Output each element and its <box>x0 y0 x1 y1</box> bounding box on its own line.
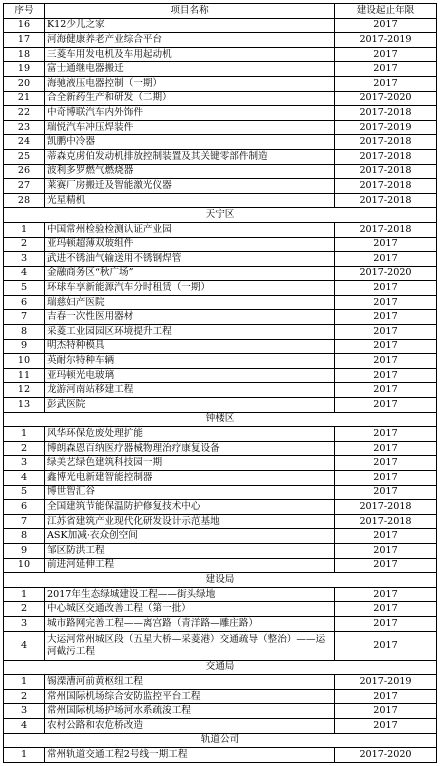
cell-year: 2017-2018 <box>335 135 437 150</box>
cell-year: 2017 <box>335 616 437 631</box>
section-title: 建设局 <box>4 573 437 588</box>
cell-name: 博世智汇谷 <box>45 485 335 500</box>
cell-seq: 6 <box>4 500 45 515</box>
cell-name: 中国常州检验检测认证产业园 <box>45 222 335 237</box>
section-row <box>4 208 437 223</box>
cell-year: 2017 <box>335 368 437 383</box>
cell-year: 2017-2019 <box>335 120 437 135</box>
cell-seq: 8 <box>4 529 45 544</box>
table-row <box>4 354 437 369</box>
cell-seq: 3 <box>4 616 45 631</box>
table-row <box>4 558 437 573</box>
cell-name: 环球车享新能源汽车分时租赁（一期） <box>45 281 335 296</box>
table-row <box>4 616 437 631</box>
table-row <box>4 500 437 515</box>
cell-year: 2017-2019 <box>335 675 437 690</box>
cell-seq: 28 <box>4 193 45 208</box>
cell-name: 瑞悦汽车冲压焊装件 <box>45 120 335 135</box>
cell-name: 武进不锈油气输送用不锈钢焊管 <box>45 252 335 267</box>
cell-seq: 2 <box>4 441 45 456</box>
table-row <box>4 339 437 354</box>
cell-name: 中奇博联汽车内外饰件 <box>45 106 335 121</box>
cell-seq: 5 <box>4 281 45 296</box>
cell-seq: 1 <box>4 222 45 237</box>
cell-year: 2017-2020 <box>335 748 437 763</box>
table-body <box>4 18 437 762</box>
project-table <box>3 3 437 763</box>
cell-name: 光星精机 <box>45 193 335 208</box>
table-row <box>4 529 437 544</box>
cell-year: 2017 <box>335 310 437 325</box>
cell-year: 2017 <box>335 543 437 558</box>
table-row <box>4 325 437 340</box>
cell-seq: 1 <box>4 587 45 602</box>
table-row <box>4 383 437 398</box>
table-row <box>4 427 437 442</box>
cell-name: 明杰特种模具 <box>45 339 335 354</box>
cell-seq: 4 <box>4 718 45 733</box>
cell-year: 2017 <box>335 718 437 733</box>
table-row <box>4 91 437 106</box>
cell-year: 2017 <box>335 354 437 369</box>
cell-name: 凯鹏中冷器 <box>45 135 335 150</box>
cell-name: 江苏省建筑产业现代化研发设计示范基地 <box>45 514 335 529</box>
table-row <box>4 18 437 33</box>
cell-seq: 1 <box>4 748 45 763</box>
cell-year: 2017 <box>335 602 437 617</box>
cell-year: 2017 <box>335 689 437 704</box>
cell-name: 邹区防洪工程 <box>45 543 335 558</box>
table-row <box>4 485 437 500</box>
cell-seq: 21 <box>4 91 45 106</box>
cell-year: 2017 <box>335 441 437 456</box>
cell-year: 2017 <box>335 558 437 573</box>
cell-seq: 2 <box>4 602 45 617</box>
cell-year: 2017-2018 <box>335 164 437 179</box>
table-row <box>4 135 437 150</box>
cell-name: 锡溧漕河前黄枢纽工程 <box>45 675 335 690</box>
table-row <box>4 149 437 164</box>
cell-name: ASK加减·衣众创空间 <box>45 529 335 544</box>
table-row <box>4 456 437 471</box>
cell-seq: 12 <box>4 383 45 398</box>
table-row <box>4 398 437 413</box>
cell-name: 河海健康养老产业综合平台 <box>45 33 335 48</box>
cell-year: 2017 <box>335 587 437 602</box>
cell-name: 鑫博光电新建智能控制器 <box>45 471 335 486</box>
cell-name: 瑞慈妇产医院 <box>45 295 335 310</box>
cell-seq: 8 <box>4 325 45 340</box>
table-row <box>4 222 437 237</box>
table-row <box>4 718 437 733</box>
table-row <box>4 514 437 529</box>
cell-seq: 22 <box>4 106 45 121</box>
cell-seq: 26 <box>4 164 45 179</box>
cell-seq: 3 <box>4 704 45 719</box>
cell-year: 2017 <box>335 252 437 267</box>
section-row <box>4 412 437 427</box>
cell-name: 农村公路和农危桥改造 <box>45 718 335 733</box>
cell-year: 2017 <box>335 631 437 660</box>
cell-seq: 11 <box>4 368 45 383</box>
cell-name: 常州轨道交通工程2号线一期工程 <box>45 748 335 763</box>
cell-seq: 10 <box>4 354 45 369</box>
cell-seq: 5 <box>4 485 45 500</box>
cell-name: 中心城区交通改善工程（第一批） <box>45 602 335 617</box>
cell-name: 常州国际机场综合安防监控平台工程 <box>45 689 335 704</box>
cell-seq: 19 <box>4 62 45 77</box>
cell-year: 2017-2018 <box>335 106 437 121</box>
table-row <box>4 543 437 558</box>
cell-year: 2017 <box>335 529 437 544</box>
cell-name: K12少儿之家 <box>45 18 335 33</box>
table-row <box>4 689 437 704</box>
cell-name: 富士通继电器搬迁 <box>45 62 335 77</box>
cell-year: 2017 <box>335 485 437 500</box>
table-row <box>4 704 437 719</box>
cell-seq: 7 <box>4 514 45 529</box>
cell-year: 2017 <box>335 383 437 398</box>
cell-seq: 2 <box>4 689 45 704</box>
cell-name: 三菱车用发电机及车用起动机 <box>45 47 335 62</box>
cell-year: 2017 <box>335 325 437 340</box>
table-row <box>4 602 437 617</box>
table-row <box>4 587 437 602</box>
cell-name: 彭武医院 <box>45 398 335 413</box>
table-row <box>4 631 437 660</box>
section-title: 交通局 <box>4 660 437 675</box>
cell-name: 亚玛顿超薄双玻组件 <box>45 237 335 252</box>
cell-name: 莱赛厂房搬迁及智能激光仪器 <box>45 179 335 194</box>
cell-seq: 18 <box>4 47 45 62</box>
cell-seq: 3 <box>4 252 45 267</box>
cell-year: 2017-2019 <box>335 33 437 48</box>
cell-year: 2017 <box>335 456 437 471</box>
cell-name: 蒂森克虏伯发动机排放控制装置及其关键零部件制造 <box>45 149 335 164</box>
cell-seq: 4 <box>4 631 45 660</box>
table-row <box>4 237 437 252</box>
header-row <box>4 4 437 19</box>
cell-seq: 3 <box>4 456 45 471</box>
cell-year: 2017-2018 <box>335 149 437 164</box>
cell-seq: 25 <box>4 149 45 164</box>
cell-name: 常州国际机场护场河水系疏浚工程 <box>45 704 335 719</box>
section-row <box>4 660 437 675</box>
table-row <box>4 281 437 296</box>
cell-seq: 23 <box>4 120 45 135</box>
cell-year: 2017-2018 <box>335 514 437 529</box>
header-seq: 序号 <box>4 4 45 19</box>
table-row <box>4 748 437 763</box>
cell-name: 海驰液压电器控制（一期） <box>45 76 335 91</box>
cell-name: 前进河延伸工程 <box>45 558 335 573</box>
cell-year: 2017-2018 <box>335 193 437 208</box>
table-row <box>4 193 437 208</box>
table-row <box>4 675 437 690</box>
cell-seq: 9 <box>4 339 45 354</box>
cell-name: 全国建筑节能保温防护修复技术中心 <box>45 500 335 515</box>
cell-year: 2017 <box>335 18 437 33</box>
cell-name: 亚玛顿光电玻璃 <box>45 368 335 383</box>
cell-seq: 1 <box>4 427 45 442</box>
cell-year: 2017 <box>335 471 437 486</box>
cell-year: 2017 <box>335 237 437 252</box>
table-row <box>4 295 437 310</box>
cell-seq: 16 <box>4 18 45 33</box>
section-row <box>4 573 437 588</box>
table-row <box>4 47 437 62</box>
table-row <box>4 252 437 267</box>
cell-year: 2017 <box>335 398 437 413</box>
cell-name: 英耐尔特种车辆 <box>45 354 335 369</box>
cell-year: 2017 <box>335 339 437 354</box>
cell-seq: 24 <box>4 135 45 150</box>
cell-name: 城市路网完善工程——离宫路（青洋路—雕庄路） <box>45 616 335 631</box>
cell-seq: 27 <box>4 179 45 194</box>
cell-name: 采菱工业园园区环境提升工程 <box>45 325 335 340</box>
cell-year: 2017-2018 <box>335 222 437 237</box>
cell-name: 龙游河南站移建工程 <box>45 383 335 398</box>
cell-year: 2017-2020 <box>335 91 437 106</box>
cell-seq: 4 <box>4 266 45 281</box>
section-row <box>4 733 437 748</box>
cell-year: 2017 <box>335 295 437 310</box>
project-table-container <box>3 3 436 763</box>
cell-seq: 20 <box>4 76 45 91</box>
cell-seq: 17 <box>4 33 45 48</box>
table-row <box>4 164 437 179</box>
table-row <box>4 441 437 456</box>
table-row <box>4 179 437 194</box>
cell-year: 2017 <box>335 704 437 719</box>
table-row <box>4 76 437 91</box>
cell-name: 大运河常州城区段（五星大桥—采菱港）交通疏导（整治）——运河截污工程 <box>45 631 335 660</box>
cell-seq: 4 <box>4 471 45 486</box>
table-row <box>4 471 437 486</box>
table-row <box>4 120 437 135</box>
cell-name: 绿美艺绿色建筑科技园一期 <box>45 456 335 471</box>
cell-name: 吉春一次性医用器材 <box>45 310 335 325</box>
cell-year: 2017 <box>335 281 437 296</box>
cell-seq: 1 <box>4 675 45 690</box>
cell-seq: 13 <box>4 398 45 413</box>
table-row <box>4 266 437 281</box>
cell-name: 2017年生态绿城建设工程——街头绿地 <box>45 587 335 602</box>
section-title: 钟楼区 <box>4 412 437 427</box>
cell-seq: 2 <box>4 237 45 252</box>
section-title: 轨道公司 <box>4 733 437 748</box>
table-row <box>4 106 437 121</box>
cell-name: 波利多罗燃气燃烧器 <box>45 164 335 179</box>
table-row <box>4 310 437 325</box>
table-row <box>4 62 437 77</box>
table-row <box>4 368 437 383</box>
cell-year: 2017 <box>335 76 437 91</box>
cell-seq: 7 <box>4 310 45 325</box>
cell-seq: 6 <box>4 295 45 310</box>
cell-year: 2017-2020 <box>335 266 437 281</box>
cell-seq: 9 <box>4 543 45 558</box>
cell-year: 2017-2018 <box>335 179 437 194</box>
cell-name: 博朗森恩百纳医疗器械物理治疗康复设备 <box>45 441 335 456</box>
cell-year: 2017 <box>335 62 437 77</box>
header-year: 建设起止年限 <box>335 4 437 19</box>
cell-name: 金融商务区“秋广场” <box>45 266 335 281</box>
table-row <box>4 33 437 48</box>
cell-year: 2017 <box>335 427 437 442</box>
cell-year: 2017-2018 <box>335 500 437 515</box>
cell-seq: 10 <box>4 558 45 573</box>
cell-year: 2017 <box>335 47 437 62</box>
header-name: 项目名称 <box>45 4 335 19</box>
cell-name: 风华环保危废处理扩能 <box>45 427 335 442</box>
section-title: 天宁区 <box>4 208 437 223</box>
cell-name: 合全新药生产和研发（二期） <box>45 91 335 106</box>
